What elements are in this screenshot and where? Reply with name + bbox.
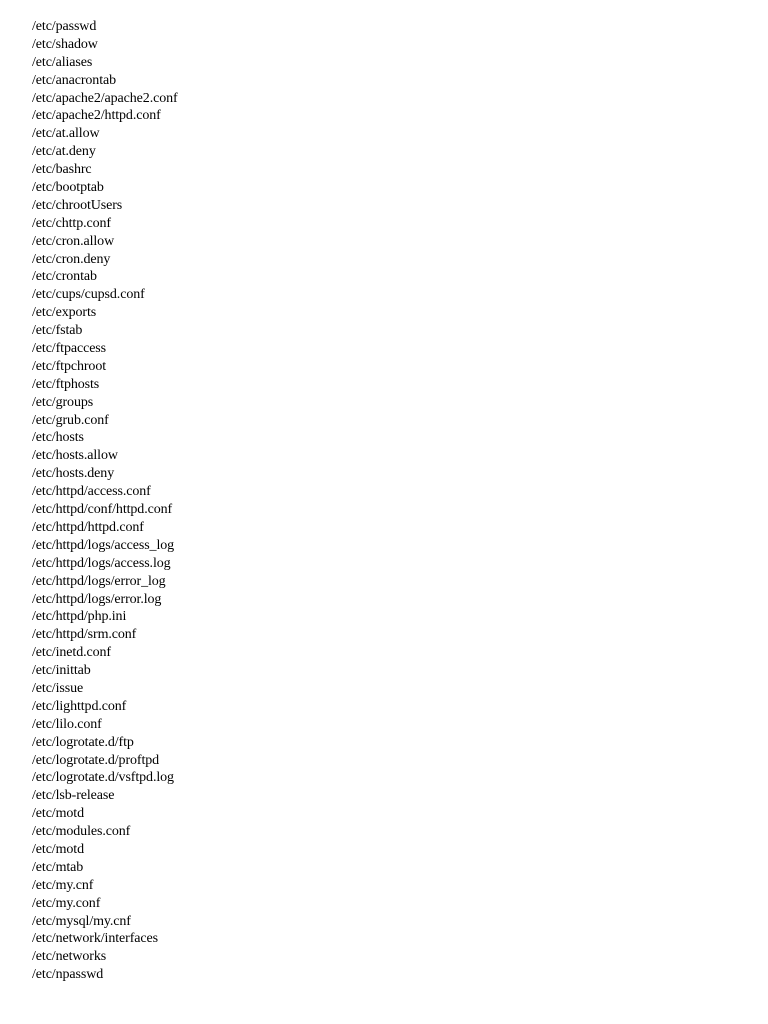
path-item: /etc/network/interfaces [32,931,158,947]
path-item: /etc/apache2/httpd.conf [32,108,161,124]
path-item: /etc/httpd/conf/httpd.conf [32,502,173,518]
path-item: /etc/motd [32,806,84,822]
path-item: /etc/lilo.conf [32,716,102,732]
path-item: /etc/shadow [32,36,98,52]
path-item: /etc/ftphosts [32,376,100,392]
path-item: /etc/mtab [32,859,84,875]
path-item: /etc/aliases [32,54,93,70]
path-item: /etc/motd [32,841,84,857]
path-item: /etc/chttp.conf [32,215,111,231]
path-item: /etc/httpd/logs/access.log [32,555,171,571]
path-item: /etc/logrotate.d/ftp [32,734,134,750]
path-item: /etc/httpd/php.ini [32,609,127,625]
path-item: /etc/crontab [32,269,97,285]
path-item: /etc/cron.deny [32,251,111,267]
path-item: /etc/hosts [32,430,84,446]
path-item: /etc/httpd/access.conf [32,484,151,500]
path-item: /etc/exports [32,305,97,321]
path-item: /etc/cups/cupsd.conf [32,287,145,303]
path-item: /etc/passwd [32,19,97,34]
path-item: /etc/at.allow [32,126,100,142]
path-item: /etc/groups [32,394,94,410]
path-item: /etc/httpd/logs/error_log [32,573,166,589]
path-item: /etc/inittab [32,663,91,679]
path-item: /etc/lsb-release [32,788,115,804]
path-item: /etc/logrotate.d/proftpd [32,752,160,768]
path-item: /etc/hosts.allow [32,448,118,464]
path-item: /etc/logrotate.d/vsftpd.log [32,770,174,786]
path-item: /etc/httpd/logs/error.log [32,591,162,607]
path-item: /etc/ftpaccess [32,341,107,357]
path-item: /etc/my.cnf [32,877,94,893]
path-item: /etc/httpd/logs/access_log [32,537,175,553]
path-item: /etc/at.deny [32,144,96,160]
path-item: /etc/httpd/srm.conf [32,627,137,643]
path-item: /etc/npasswd [32,967,104,983]
path-item: /etc/bootptab [32,180,104,196]
path-item: /etc/mysql/my.cnf [32,913,131,929]
file-path-list [32,18,178,984]
path-item: /etc/apache2/apache2.conf [32,90,178,106]
path-item: /etc/networks [32,949,107,965]
path-item: /etc/inetd.conf [32,645,111,661]
path-item: /etc/fstab [32,323,83,339]
path-item: /etc/ftpchroot [32,358,107,374]
path-item: /etc/anacrontab [32,72,117,88]
path-item: /etc/hosts.deny [32,466,115,482]
path-item: /etc/issue [32,680,84,696]
path-item: /etc/bashrc [32,162,92,178]
path-item: /etc/modules.conf [32,824,131,840]
path-item: /etc/cron.allow [32,233,115,249]
path-item: /etc/grub.conf [32,412,109,428]
path-item: /etc/chrootUsers [32,197,123,213]
path-item: /etc/lighttpd.conf [32,698,127,714]
path-item: /etc/httpd/httpd.conf [32,519,144,535]
path-item: /etc/my.conf [32,895,101,911]
